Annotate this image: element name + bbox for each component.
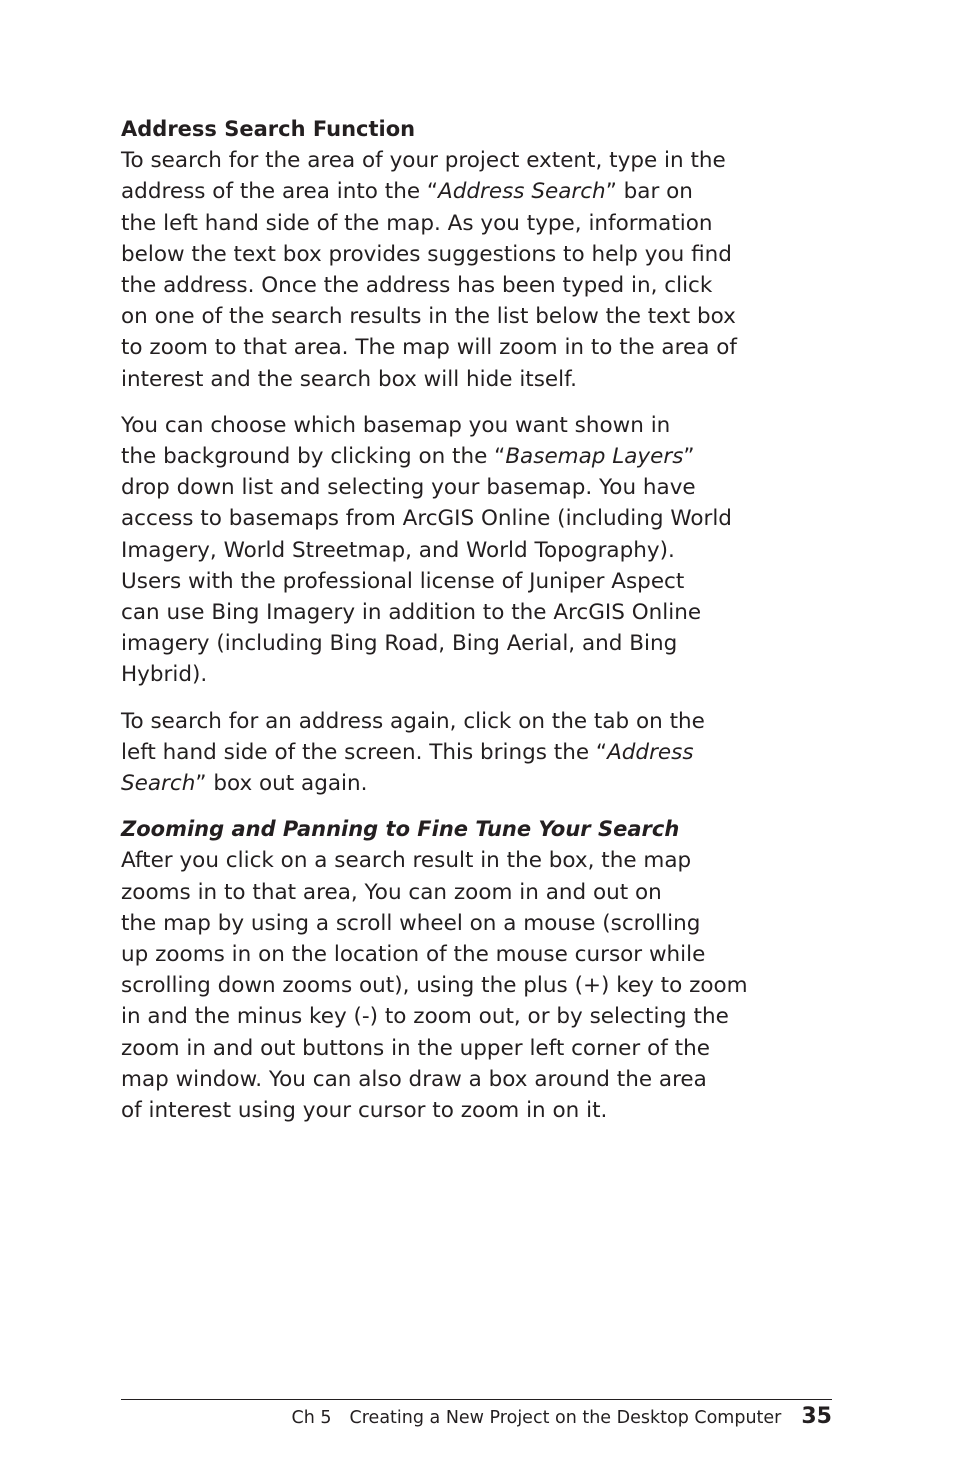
italic-term: Search: [121, 771, 196, 797]
text-line: below the text box provides suggestions to help you find: [121, 241, 732, 267]
text-line: drop down list and selecting your basemap. You have: [121, 475, 696, 501]
text-line: After you click on a search result in the box, the map: [121, 848, 692, 874]
footer-chapter-title: Creating a New Project on the Desktop Computer: [349, 1408, 782, 1428]
text-line: imagery (including Bing Road, Bing Aerial, and Bing: [121, 631, 678, 657]
text-line: the address. Once the address has been typed in, click: [121, 273, 713, 299]
text-line: To search for an address again, click on the tab on the: [121, 708, 705, 734]
text-line: the map by using a scroll wheel on a mouse (scrolling: [121, 910, 701, 936]
paragraph-search-again: [121, 706, 841, 800]
paragraph-zooming: [121, 845, 841, 1126]
text-line: scrolling down zooms out), using the plus (+) key to zoom: [121, 973, 748, 999]
text-line: You can choose which basemap you want shown in: [121, 412, 671, 438]
text-line: Hybrid).: [121, 662, 208, 688]
text-line: the left hand side of the map. As you type, information: [121, 210, 713, 236]
text-line: access to basemaps from ArcGIS Online (including World: [121, 506, 732, 532]
section-heading-zooming: Zooming and Panning to Fine Tune Your Search: [121, 817, 680, 842]
section-heading-address-search: Address Search Function: [121, 117, 416, 141]
text-line: of interest using your cursor to zoom in on it.: [121, 1098, 608, 1124]
text-line: zoom in and out buttons in the upper left corner of the: [121, 1035, 710, 1061]
text-line: left hand side of the screen. This brings the “Address: [121, 739, 694, 765]
text-line: Imagery, World Streetmap, and World Topography).: [121, 537, 675, 563]
text-line: zooms in to that area, You can zoom in and out on: [121, 879, 662, 905]
text-line: address of the area into the “Address Search” bar on: [121, 179, 693, 205]
page-number: 35: [801, 1404, 832, 1429]
italic-term: Address Search: [438, 179, 606, 205]
footer-rule: [121, 1399, 832, 1400]
page-footer: [292, 1404, 832, 1429]
paragraph-basemap: [121, 410, 841, 691]
paragraph-address-search: [121, 145, 841, 395]
italic-term: Basemap Layers: [505, 444, 684, 470]
italic-term: Address: [607, 739, 694, 765]
text-line: to zoom to that area. The map will zoom in to the area of: [121, 335, 737, 361]
footer-chapter: Ch 5: [291, 1408, 332, 1428]
text-line: in and the minus key (-) to zoom out, or by selecting the: [121, 1004, 729, 1030]
text-line: Users with the professional license of Juniper Aspect: [121, 568, 685, 594]
text-line: on one of the search results in the list below the text box: [121, 304, 736, 330]
text-line: To search for the area of your project extent, type in the: [121, 148, 726, 174]
text-line: can use Bing Imagery in addition to the ArcGIS Online: [121, 600, 702, 626]
text-line: up zooms in on the location of the mouse cursor while: [121, 942, 706, 968]
text-line: interest and the search box will hide itself.: [121, 366, 577, 392]
text-line: map window. You can also draw a box around the area: [121, 1066, 707, 1092]
page-body: [121, 114, 841, 1126]
text-line: Search” box out again.: [121, 771, 368, 797]
text-line: the background by clicking on the “Basemap Layers”: [121, 444, 695, 470]
